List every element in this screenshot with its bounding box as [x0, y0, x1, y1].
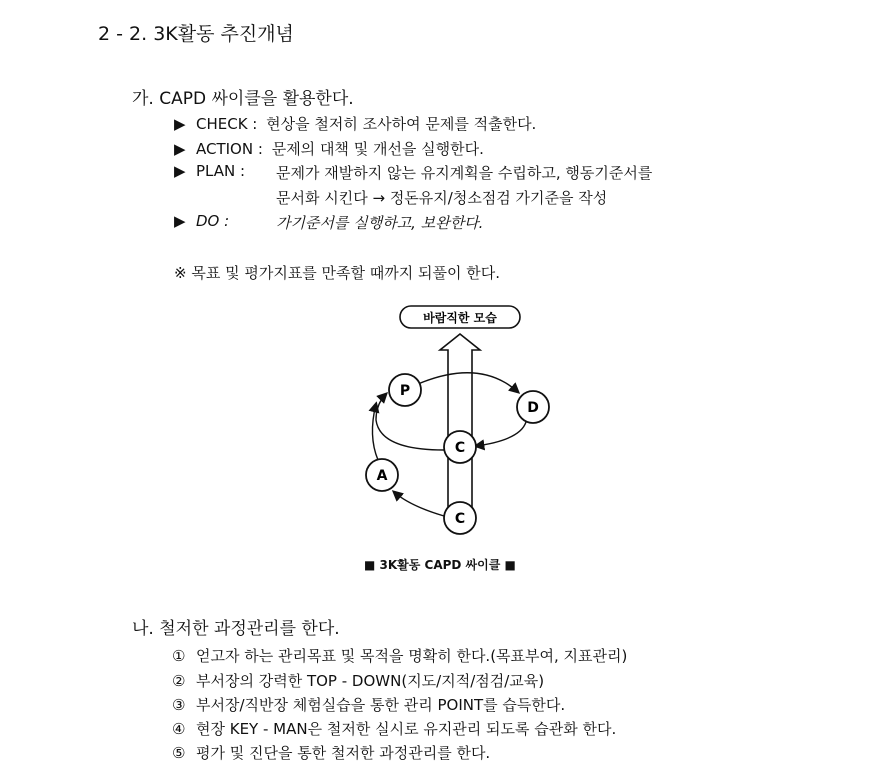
svg-text:P: P	[399, 383, 411, 399]
node-d	[517, 391, 549, 423]
node-p	[389, 374, 421, 406]
list-item-text: 평가 및 진단을 통한 철저한 과정관리를 한다.	[196, 744, 491, 762]
list-item	[172, 670, 544, 691]
upward-arrow-icon	[440, 334, 480, 510]
bullet-text: 현상을 철저히 조사하여 문제를 적출한다.	[266, 115, 537, 133]
bullet-key: CHECK :	[196, 115, 258, 133]
bullet-text: 문제가 재발하지 않는 유지계획을 수립하고, 행동기준서를	[276, 164, 653, 182]
list-item-text: 부서장/직반장 체험실습을 통한 관리 POINT를 습득한다.	[196, 696, 566, 714]
list-item-text: 얻고자 하는 관리목표 및 목적을 명확히 한다.(목표부여, 지표관리)	[196, 647, 628, 665]
svg-text:C: C	[454, 511, 466, 527]
list-item	[172, 718, 616, 739]
list-item-number: ④	[172, 720, 186, 738]
bullet-action	[174, 138, 484, 159]
list-item-number: ②	[172, 672, 186, 690]
repeat-note: ※ 목표 및 평가지표를 만족할 때까지 되풀이 한다.	[174, 264, 501, 282]
arc-c-bottom-to-a	[394, 492, 444, 516]
bullet-key: DO :	[196, 212, 230, 230]
page-title: 2 - 2. 3K활동 추진개념	[98, 23, 294, 45]
svg-text:A: A	[376, 468, 388, 484]
bullet-do	[174, 212, 229, 230]
bullet-text: 가기준서를 실행하고, 보완한다.	[276, 214, 484, 232]
list-item-text: 현장 KEY - MAN은 철저한 실시로 유지관리 되도록 습관화 한다.	[196, 720, 617, 738]
list-item	[172, 645, 627, 666]
goal-label-text: 바람직한 모습	[423, 311, 497, 325]
node-c-mid	[444, 431, 476, 463]
node-c-bottom	[444, 502, 476, 534]
svg-text:C: C	[454, 440, 466, 456]
bullet-text-continued: 문서화 시킨다 → 정돈유지/청소점검 가기준을 작성	[276, 189, 608, 207]
svg-text:D: D	[527, 400, 539, 416]
list-item	[172, 694, 565, 715]
bullet-text: 문제의 대책 및 개선을 실행한다.	[271, 140, 484, 158]
diagram-caption: ■ 3K활동 CAPD 싸이클 ■	[364, 558, 516, 572]
bullet-key: ACTION :	[196, 140, 263, 158]
triangle-bullet-icon: ▶	[174, 115, 186, 133]
section-b-title: 나. 철저한 과정관리를 한다.	[132, 619, 340, 639]
bullet-check	[174, 113, 536, 134]
capd-cycle-diagram	[340, 300, 580, 548]
goal-label	[400, 306, 520, 328]
arc-d-to-c	[476, 422, 526, 446]
list-item-text: 부서장의 강력한 TOP - DOWN(지도/지적/점검/교육)	[196, 672, 545, 690]
section-a-title: 가. CAPD 싸이클을 활용한다.	[132, 89, 354, 109]
bullet-key: PLAN :	[196, 162, 246, 180]
triangle-bullet-icon: ▶	[174, 162, 186, 180]
list-item-number: ③	[172, 696, 186, 714]
node-a	[366, 459, 398, 491]
list-item-number: ⑤	[172, 744, 186, 762]
list-item-number: ①	[172, 647, 186, 665]
triangle-bullet-icon: ▶	[174, 212, 186, 230]
bullet-plan	[174, 162, 245, 180]
list-item	[172, 742, 490, 763]
triangle-bullet-icon: ▶	[174, 140, 186, 158]
